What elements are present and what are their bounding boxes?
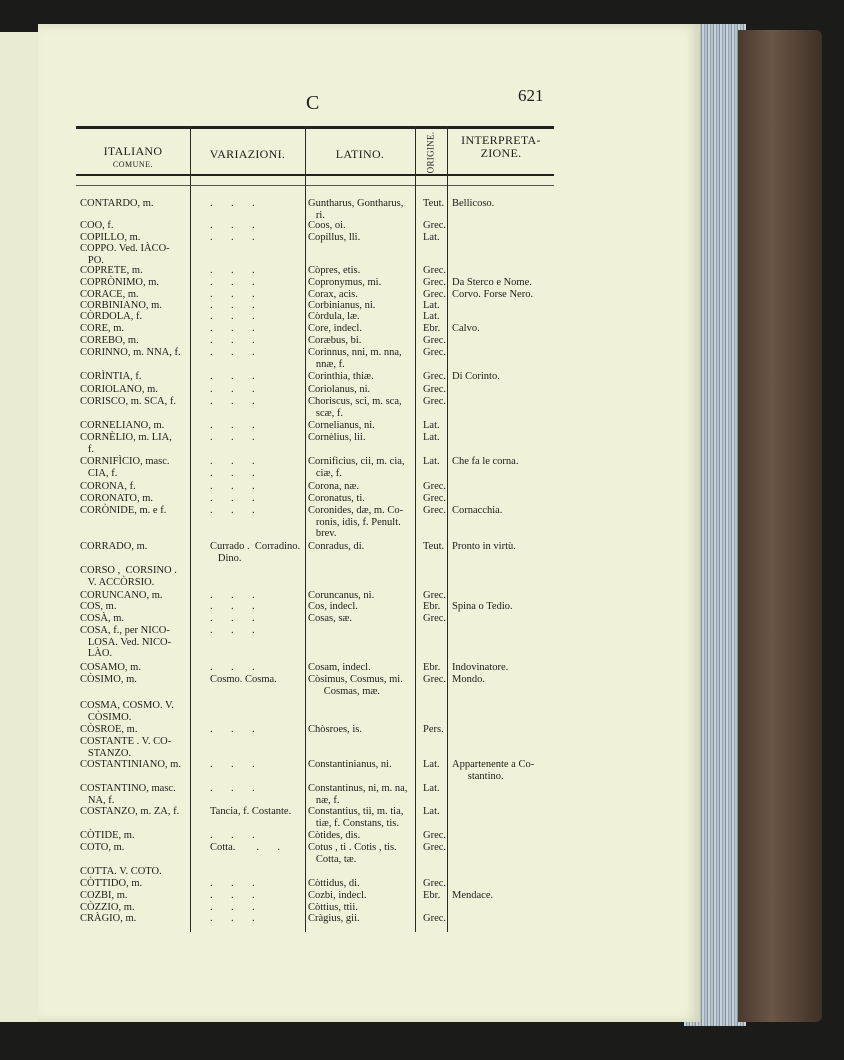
cell-italiano: CORACE, m. (80, 289, 139, 300)
cell-origine: Lat. (423, 432, 440, 443)
cell-latino: Copillus, lli. (308, 232, 361, 243)
cell-latino: Coos, oi. (308, 220, 346, 231)
cell-interpretazione: Spina o Tedio. (452, 601, 513, 612)
cell-italiano: CÒSROE, m. (80, 724, 138, 735)
cell-italiano: COO, f. (80, 220, 114, 231)
cell-origine: Grec. (423, 396, 447, 407)
cell-italiano: CORNIFÌCIO, masc. CIA, f. (80, 456, 170, 479)
cell-italiano: COSA, f., per NICO- LOSA. Ved. NICO- LÀO. (80, 625, 172, 660)
cell-variazioni: . . . (210, 384, 255, 395)
cell-origine: Teut. (423, 541, 445, 552)
cell-variazioni: . . . (210, 493, 255, 504)
cell-origine: Grec. (423, 613, 447, 624)
cell-variazioni: . . . (210, 198, 255, 209)
cell-latino: Choriscus, sci, m. sca, scæ, f. (308, 396, 402, 419)
header-top-rule (76, 126, 554, 129)
cell-italiano: CORSO , CORSINO . V. ACCÒRSIO. (80, 565, 177, 588)
cell-italiano: COSTANTINO, masc. NA, f. (80, 783, 176, 806)
cell-interpretazione: Appartenente a Co- stantino. (452, 759, 535, 782)
cell-origine: Grec. (423, 335, 447, 346)
cell-origine: Lat. (423, 783, 440, 794)
header-thin-rule (76, 185, 554, 186)
cell-origine: Lat. (423, 420, 440, 431)
cell-origine: Grec. (423, 674, 447, 685)
facing-page-edge (0, 32, 41, 1022)
cell-variazioni: . . . (210, 432, 255, 443)
cell-italiano: CORISCO, m. SCA, f. (80, 396, 176, 407)
cell-variazioni: . . . (210, 300, 255, 311)
cell-italiano: CORBINIANO, m. (80, 300, 162, 311)
cell-latino: Coruncanus, ni. (308, 590, 375, 601)
cell-variazioni: . . . (210, 347, 255, 358)
cell-italiano: CORNELIANO, m. (80, 420, 165, 431)
cell-italiano: CORÒNIDE, m. e f. (80, 505, 167, 516)
cell-variazioni: . . . (210, 662, 255, 673)
column-divider (415, 126, 416, 932)
cell-origine: Teut. (423, 198, 445, 209)
cell-origine: Pers. (423, 724, 444, 735)
cell-latino: Core, indecl. (308, 323, 362, 334)
column-header-variazioni: VARIAZIONI. (209, 147, 286, 161)
cell-interpretazione: Che fa le corna. (452, 456, 519, 467)
cell-variazioni: . . . (210, 335, 255, 346)
cell-italiano: CONTARDO, m. (80, 198, 154, 209)
cell-interpretazione: Di Corinto. (452, 371, 500, 382)
cell-latino: Cornelianus, ni. (308, 420, 375, 431)
column-header-interpretazione: INTERPRETA- ZIONE. (461, 133, 541, 160)
cell-latino: Constantinus, ni, m. na, næ, f. (308, 783, 408, 806)
cell-origine: Grec. (423, 913, 447, 924)
page-number: 621 (518, 86, 544, 105)
cell-origine: Lat. (423, 759, 440, 770)
cell-variazioni: Cosmo. Cosma. (210, 674, 277, 685)
cell-origine: Grec. (423, 493, 447, 504)
cell-origine: Grec. (423, 505, 447, 516)
cell-italiano: COPRETE, m. (80, 265, 143, 276)
cell-interpretazione: Mondo. (452, 674, 485, 685)
cell-latino: Corona, næ. (308, 481, 360, 492)
cell-variazioni: . . . (210, 311, 255, 322)
cell-latino: Constantinianus, ni. (308, 759, 392, 770)
cell-variazioni: . . . (210, 505, 255, 516)
cell-latino: Cosas, sæ. (308, 613, 353, 624)
cell-latino: Cosam, indecl. (308, 662, 371, 673)
cell-variazioni: . . . (210, 232, 255, 243)
cell-italiano: CORÌNTIA, f. (80, 371, 142, 382)
cell-italiano: CÒZZIO, m. (80, 902, 135, 913)
cell-origine: Grec. (423, 384, 447, 395)
cell-italiano: COS, m. (80, 601, 117, 612)
column-divider (190, 126, 191, 932)
cell-origine: Lat. (423, 311, 440, 322)
cell-latino: Coronides, dæ, m. Co- ronis, idis, f. Penult. brev. (308, 505, 404, 540)
cell-variazioni: . . . (210, 601, 255, 612)
cell-latino: Cozbi, indecl. (308, 890, 367, 901)
cell-variazioni: . . . (210, 890, 255, 901)
cell-latino: Chòsroes, is. (308, 724, 362, 735)
cell-latino: Còrdula, læ. (308, 311, 360, 322)
cell-italiano: COSTANTINIANO, m. (80, 759, 181, 770)
cell-latino: Corinnus, nni, m. nna, nnæ, f. (308, 347, 402, 370)
cell-variazioni: Tancia, f. Costante. (210, 806, 292, 817)
cell-origine: Grec. (423, 590, 447, 601)
cell-variazioni: . . . (210, 613, 255, 624)
cell-italiano: COSAMO, m. (80, 662, 141, 673)
italiano-label: ITALIANO (103, 144, 163, 158)
cell-variazioni: . . . (210, 396, 255, 407)
cell-variazioni: . . . . . . (210, 456, 255, 479)
cell-variazioni: . . . (210, 323, 255, 334)
cell-origine: Grec. (423, 878, 447, 889)
cell-italiano: CORINNO, m. NNA, f. (80, 347, 181, 358)
cell-latino: Còsimus, Cosmus, mi. Cosmas, mæ. (308, 674, 403, 697)
cell-italiano: CÒTTIDO, m. (80, 878, 143, 889)
cell-variazioni: . . . (210, 265, 255, 276)
cell-italiano: CORRADO, m. (80, 541, 148, 552)
cell-variazioni: . . . (210, 420, 255, 431)
cell-italiano: COSMA, COSMO. V. CÒSIMO. (80, 700, 174, 723)
cell-italiano: CRÀGIO, m. (80, 913, 137, 924)
cell-variazioni: . . . (210, 371, 255, 382)
cell-interpretazione: Pronto in virtù. (452, 541, 516, 552)
cell-origine: Grec. (423, 481, 447, 492)
header-bottom-rule (76, 174, 554, 176)
cell-variazioni: . . . (210, 759, 255, 770)
cell-interpretazione: Mendace. (452, 890, 494, 901)
cell-variazioni: . . . (210, 220, 255, 231)
cell-origine: Grec. (423, 842, 447, 853)
cell-origine: Grec. (423, 277, 447, 288)
cell-italiano: COSTANTE . V. CO- STANZO. (80, 736, 172, 759)
cell-origine: Grec. (423, 830, 447, 841)
cell-variazioni: . . . (210, 724, 255, 735)
cell-italiano: CORNÈLIO, m. LIA, f. (80, 432, 172, 455)
cell-origine: Ebr. (423, 890, 441, 901)
cell-latino: Cornificius, cii, m. cia, ciæ, f. (308, 456, 405, 479)
cell-latino: Coriolanus, ni. (308, 384, 371, 395)
book-page (38, 24, 700, 1022)
cell-origine: Grec. (423, 220, 447, 231)
cell-italiano: COPILLO, m. (80, 232, 141, 243)
cell-origine: Lat. (423, 232, 440, 243)
cell-latino: Cornèlius, lii. (308, 432, 366, 443)
running-head: C (306, 92, 320, 114)
cell-italiano: COPPO. Ved. IÀCO- PO. (80, 243, 170, 266)
cell-italiano: COSTANZO, m. ZA, f. (80, 806, 180, 817)
cell-variazioni: . . . (210, 289, 255, 300)
cell-latino: Coræbus, bi. (308, 335, 362, 346)
cell-italiano: COZBI, m. (80, 890, 128, 901)
cell-variazioni: . . . (210, 830, 255, 841)
cell-latino: Copronymus, mi. (308, 277, 382, 288)
cell-latino: Corbinianus, ni. (308, 300, 376, 311)
cell-variazioni: . . . (210, 590, 255, 601)
cell-latino: Corax, acis. (308, 289, 358, 300)
cell-latino: Còtides, dis. (308, 830, 361, 841)
cell-italiano: CORONA, f. (80, 481, 136, 492)
cell-origine: Ebr. (423, 662, 441, 673)
cell-latino: Cos, indecl. (308, 601, 358, 612)
cell-italiano: CORIOLANO, m. (80, 384, 158, 395)
column-header-italiano (76, 145, 190, 171)
column-header-origine: ORIGINE. (425, 131, 436, 174)
cell-italiano: CÒTIDE, m. (80, 830, 135, 841)
cell-italiano: CORONATO, m. (80, 493, 154, 504)
cell-italiano: COTO, m. (80, 842, 125, 853)
cell-origine: Lat. (423, 456, 440, 467)
cell-latino: Cràgius, gii. (308, 913, 360, 924)
cell-latino: Guntharus, Gontharus, ri. (308, 198, 404, 221)
cell-italiano: CORUNCANO, m. (80, 590, 163, 601)
cell-italiano: CÒRDOLA, f. (80, 311, 143, 322)
cell-origine: Grec. (423, 289, 447, 300)
cell-interpretazione: Cornacchia. (452, 505, 503, 516)
cell-origine: Lat. (423, 806, 440, 817)
cell-latino: Còttidus, di. (308, 878, 360, 889)
cell-variazioni: . . . (210, 277, 255, 288)
cell-italiano: CÒSIMO, m. (80, 674, 137, 685)
cell-italiano: COTTA. V. COTO. (80, 866, 162, 877)
cell-origine: Lat. (423, 300, 440, 311)
cell-origine: Ebr. (423, 323, 441, 334)
cell-variazioni: Currado . Corradino. Dino. (210, 541, 301, 564)
cell-italiano: COSÀ, m. (80, 613, 125, 624)
cell-latino: Còpres, etis. (308, 265, 361, 276)
column-divider (447, 126, 448, 932)
cell-interpretazione: Corvo. Forse Nero. (452, 289, 534, 300)
cell-latino: Corinthia, thiæ. (308, 371, 374, 382)
cell-variazioni: . . . (210, 481, 255, 492)
cell-latino: Còttius, ttii. (308, 902, 358, 913)
cell-variazioni: Cotta. . . (210, 842, 280, 853)
cell-variazioni: . . . (210, 913, 255, 924)
italiano-sublabel: COMUNE. (112, 160, 154, 169)
book-cover (738, 30, 822, 1022)
cell-interpretazione: Bellicoso. (452, 198, 495, 209)
cell-variazioni: . . . (210, 625, 255, 636)
cell-latino: Coronatus, ti. (308, 493, 365, 504)
cell-origine: Ebr. (423, 601, 441, 612)
cell-italiano: CORE, m. (80, 323, 125, 334)
cell-latino: Constantius, tii, m. tia, tiæ, f. Constans, tis. (308, 806, 404, 829)
cell-origine: Grec. (423, 347, 447, 358)
cell-italiano: COREBO, m. (80, 335, 139, 346)
cell-interpretazione: Da Sterco e Nome. (452, 277, 532, 288)
cell-origine: Grec. (423, 265, 447, 276)
cell-interpretazione: Calvo. (452, 323, 480, 334)
column-header-latino: LATINO. (335, 147, 385, 161)
cell-italiano: COPRÒNIMO, m. (80, 277, 160, 288)
cell-variazioni: . . . (210, 783, 255, 794)
column-divider (305, 126, 306, 932)
cell-variazioni: . . . (210, 878, 255, 889)
cell-variazioni: . . . (210, 902, 255, 913)
cell-origine: Grec. (423, 371, 447, 382)
cell-latino: Cotus , ti . Cotis , tis. Cotta, tæ. (308, 842, 397, 865)
cell-latino: Conradus, di. (308, 541, 365, 552)
cell-interpretazione: Indovinatore. (452, 662, 509, 673)
